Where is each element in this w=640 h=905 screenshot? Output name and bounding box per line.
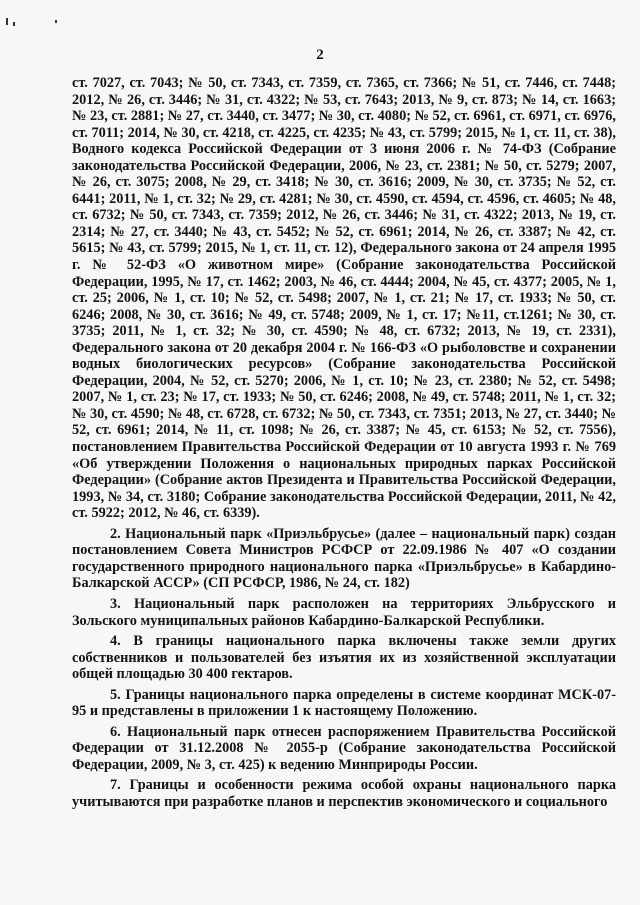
scan-speck [13, 22, 15, 26]
scan-speck [6, 18, 8, 25]
paragraph-3: 3. Национальный парк расположен на территориях Эльбрусского и Зольского муниципальных районов Кабардино-Балкарской Республики. [72, 595, 616, 629]
paragraph-7: 7. Границы и особенности режима особой охраны национального парка учитываются при разработке планов и перспектив экономического и социального [72, 777, 616, 810]
scan-speck [55, 20, 57, 23]
paragraph-6: 6. Национальный парк отнесен распоряжением Правительства Российской Федерации от 31.12.2008 № 2055-р (Собрание законодательства Российской Федерации, 2009, № 3, ст. 425) к ведению Минприроды России. [72, 723, 616, 773]
document-body [72, 75, 616, 811]
paragraph-4: 4. В границы национального парка включены также земли других собственников и пользователей без изъятия их из хозяйственной эксплуатации общей площадью 30 400 гектаров. [72, 633, 616, 683]
paragraph-legal-references: ст. 7027, ст. 7043; № 50, ст. 7343, ст. 7359, ст. 7365, ст. 7366; № 51, ст. 7446, ст. 7448; 2012, № 26, ст. 3446; № 31, ст. 4322; № 53, ст. 7643; 2013, № 9, ст. 873; № 14, ст. 1663; № 23, ст. 2881; № 27, ст. 3440, ст. 3477; № 30, ст. 4080; № 52, ст. 6961, ст. 6971, ст. 6976, ст. 7011; 2014, № 30, ст. 4218, ст. 4225, ст. 4235; № 43, ст. 5799; 2015, № 1, ст. 11, ст. 38), Водного кодекса Российской Федерации от 3 июня 2006 г. № 74-ФЗ (Собрание законодательства Российской Федерации, 2006, № 23, ст. 2381; № 50, ст. 5279; 2007, № 26, ст. 3075; 2008, № 29, ст. 3418; № 30, ст. 3616; 2009, № 30, ст. 3735; № 52, ст. 6441; 2011, № 1, ст. 32; № 29, ст. 4281; № 30, ст. 4590, ст. 4594, ст. 4596, ст. 4605; № 48, ст. 6732; № 50, ст. 7343, ст. 7359; 2012, № 26, ст. 3446; № 31, ст. 4322; 2013, № 19, ст. 2314; № 27, ст. 3440; № 43, ст. 5452; № 52, ст. 6961; 2014, № 26, ст. 3387; № 42, ст. 5615; № 43, ст. 5799; 2015, № 1, ст. 11, ст. 12), Федерального закона от 24 апреля 1995 г. № 52-ФЗ «О животном мире» (Собрание законодательства Российской Федерации, 1995, № 17, ст. 1462; 2003, № 46, ст. 4444; 2004, № 45, ст. 4377; 2005, № 1, ст. 25; 2006, № 1, ст. 10; № 52, ст. 5498; 2007, № 1, ст. 21; № 17, ст. 1933; № 50, ст. 6246; 2008, № 30, ст. 3616; № 49, ст. 5748; 2009, № 1, ст. 17; №11, ст.1261; № 30, ст. 3735; 2011, № 1, ст. 32; № 30, ст. 4590; № 48, ст. 6732; 2013, № 19, ст. 2331), Федерального закона от 20 декабря 2004 г. № 166-ФЗ «О рыболовстве и сохранении водных биологических ресурсов» (Собрание законодательства Российской Федерации, 2004, № 52, ст. 5270; 2006, № 1, ст. 10; № 23, ст. 2380; № 52, ст. 5498; 2007, № 1, ст. 23; № 17, ст. 1933; № 50, ст. 6246; 2008, № 49, ст. 5748; 2011, № 1, ст. 32; № 30, ст. 4590; № 48, ст. 6728, ст. 6732; № 50, ст. 7343, ст. 7351; 2013, № 27, ст. 3440; № 52, ст. 6961; 2014, № 11, ст. 1098; № 26, ст. 3387; № 45, ст. 6153; № 52, ст. 7556), постановлением Правительства Российской Федерации от 10 августа 1993 г. № 769 «Об утверждении Положения о национальных природных парках Российской Федерации» (Собрание актов Президента и Правительства Российской Федерации, 1993, № 34, ст. 3180; Собрание законодательства Российской Федерации, 2011, № 42, ст. 5922; 2012, № 46, ст. 6339). [72, 75, 616, 522]
paragraph-5: 5. Границы национального парка определены в системе координат МСК-07-95 и представлены в приложении 1 к настоящему Положению. [72, 686, 616, 720]
paragraph-2: 2. Национальный парк «Приэльбрусье» (далее – национальный парк) создан постановлением Совета Министров РСФСР от 22.09.1986 № 407 «О создании государственного природного национального парка «Приэльбрусье» в Кабардино-Балкарской АССР» (СП РСФСР, 1986, № 24, ст. 182) [72, 525, 616, 592]
page-number: 2 [316, 47, 324, 63]
